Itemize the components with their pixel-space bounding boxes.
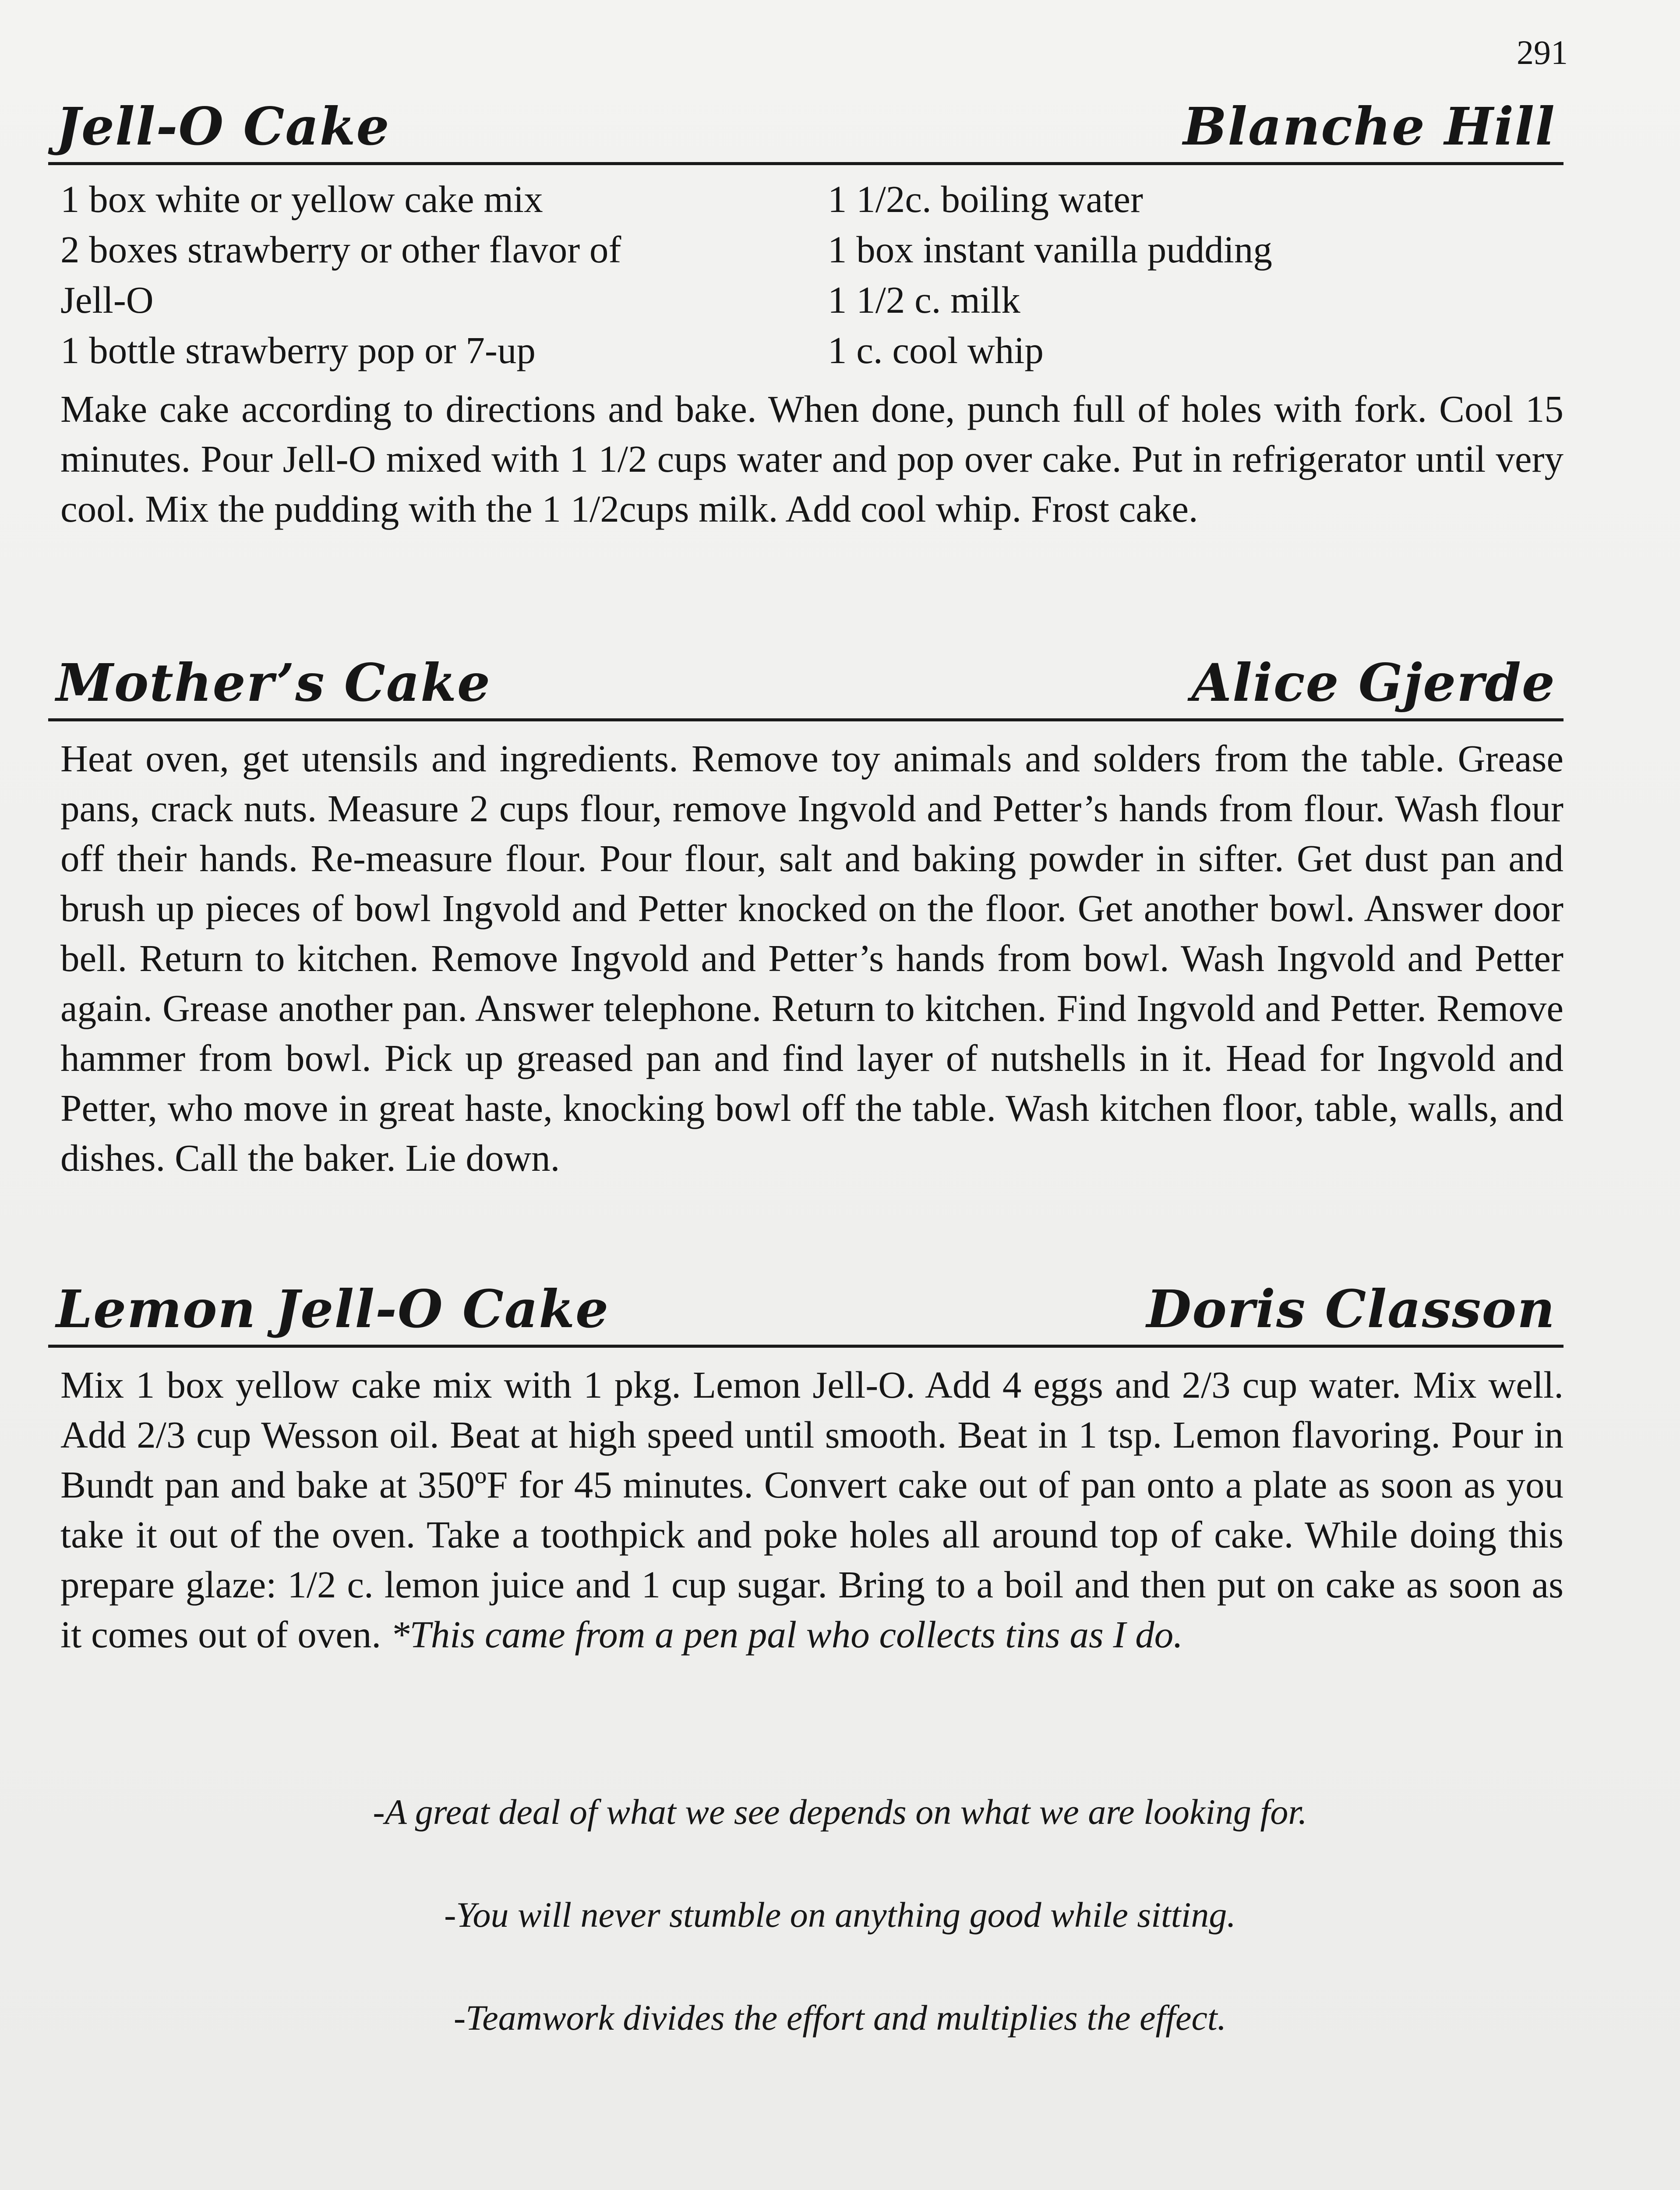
recipe-title: Lemon Jell-O Cake — [56, 1279, 610, 1339]
ingredient-item: 1 box white or yellow cake mix — [60, 178, 543, 220]
recipe-lemon-jello-cake — [48, 1270, 1564, 1660]
ingredient-item: 2 boxes strawberry or other flavor of — [60, 228, 621, 271]
recipe-title: Mother’s Cake — [56, 652, 491, 713]
recipe-jello-cake — [48, 88, 1564, 534]
recipe-title: Jell-O Cake — [56, 96, 390, 157]
recipe-author: Doris Classon — [1146, 1279, 1556, 1339]
recipe-mothers-cake — [48, 644, 1564, 1183]
ingredient-item: 1 1/2 c. milk — [828, 279, 1020, 321]
directions-text: Mix 1 box yellow cake mix with 1 pkg. Lemon Jell-O. Add 4 eggs and 2/3 cup water. Mix well. Add 2/3 cup Wesson oil. Beat at high speed until smooth. Beat in 1 tsp. Lemon flavoring. Pour in Bundt pan and bake at 350ºF for 45 minutes. Convert cake out of pan onto a plate as soon as you take it out of the oven. Take a toothpick and poke holes all around top of cake. While doing this prepare glaze: 1/2 c. lemon juice and 1 cup sugar. Bring to a boil and then put on cake as soon as it comes out of oven. — [60, 1363, 1564, 1656]
recipe-author: Blanche Hill — [1183, 96, 1556, 157]
recipe-header — [48, 1270, 1564, 1348]
ingredient-item: 1 bottle strawberry pop or 7-up — [60, 329, 536, 371]
ingredient-item: 1 1/2c. boiling water — [828, 178, 1144, 220]
ingredients-left-column — [60, 174, 831, 375]
page-number: 291 — [1517, 33, 1568, 71]
ingredients-right-column — [828, 174, 1564, 375]
quote: -You will never stumble on anything good while sitting. — [444, 1895, 1236, 1935]
recipe-directions: Heat oven, get utensils and ingredients. Remove toy animals and solders from the table. Grease pans, crack nuts. Measure 2 cups flour, remove Ingvold and Petter’s hands from flour. Wash flour off their hands. Re-measure flour. Pour flour, salt and baking powder in sifter. Get dust pan and brush up pieces of bowl Ingvold and Petter knocked on the floor. Get another bowl. Answer door bell. Return to kitchen. Remove Ingvold and Petter’s hands from bowl. Wash Ingvold and Petter again. Grease another pan. Answer telephone. Return to kitchen. Find Ingvold and Petter. Remove hammer from bowl. Pick up greased pan and find layer of nutshells in it. Head for Ingvold and Petter, who move in great haste, knocking bowl off the table. Wash kitchen floor, table, walls, and dishes. Call the baker. Lie down. — [60, 737, 1564, 1179]
recipe-directions — [48, 1360, 1564, 1660]
recipe-header — [48, 88, 1564, 165]
recipe-note: *This came from a pen pal who collects tins as I do. — [390, 1613, 1183, 1656]
ingredient-item: 1 box instant vanilla pudding — [828, 228, 1272, 271]
ingredient-item: Jell-O — [60, 279, 154, 321]
quote: -Teamwork divides the effort and multiplies the effect. — [453, 1998, 1227, 2038]
recipe-header — [48, 644, 1564, 721]
ingredients-list — [48, 174, 1564, 384]
quote: -A great deal of what we see depends on what we are looking for. — [373, 1792, 1307, 1832]
recipe-directions: Make cake according to directions and bake. When done, punch full of holes with fork. Cool 15 minutes. Pour Jell-O mixed with 1 1/2 cups water and pop over cake. Put in refrigerator until very cool. Mix the pudding with the 1 1/2cups milk. Add cool whip. Frost cake. — [60, 388, 1564, 530]
ingredient-item: 1 c. cool whip — [828, 329, 1044, 371]
recipe-author: Alice Gjerde — [1191, 652, 1556, 713]
